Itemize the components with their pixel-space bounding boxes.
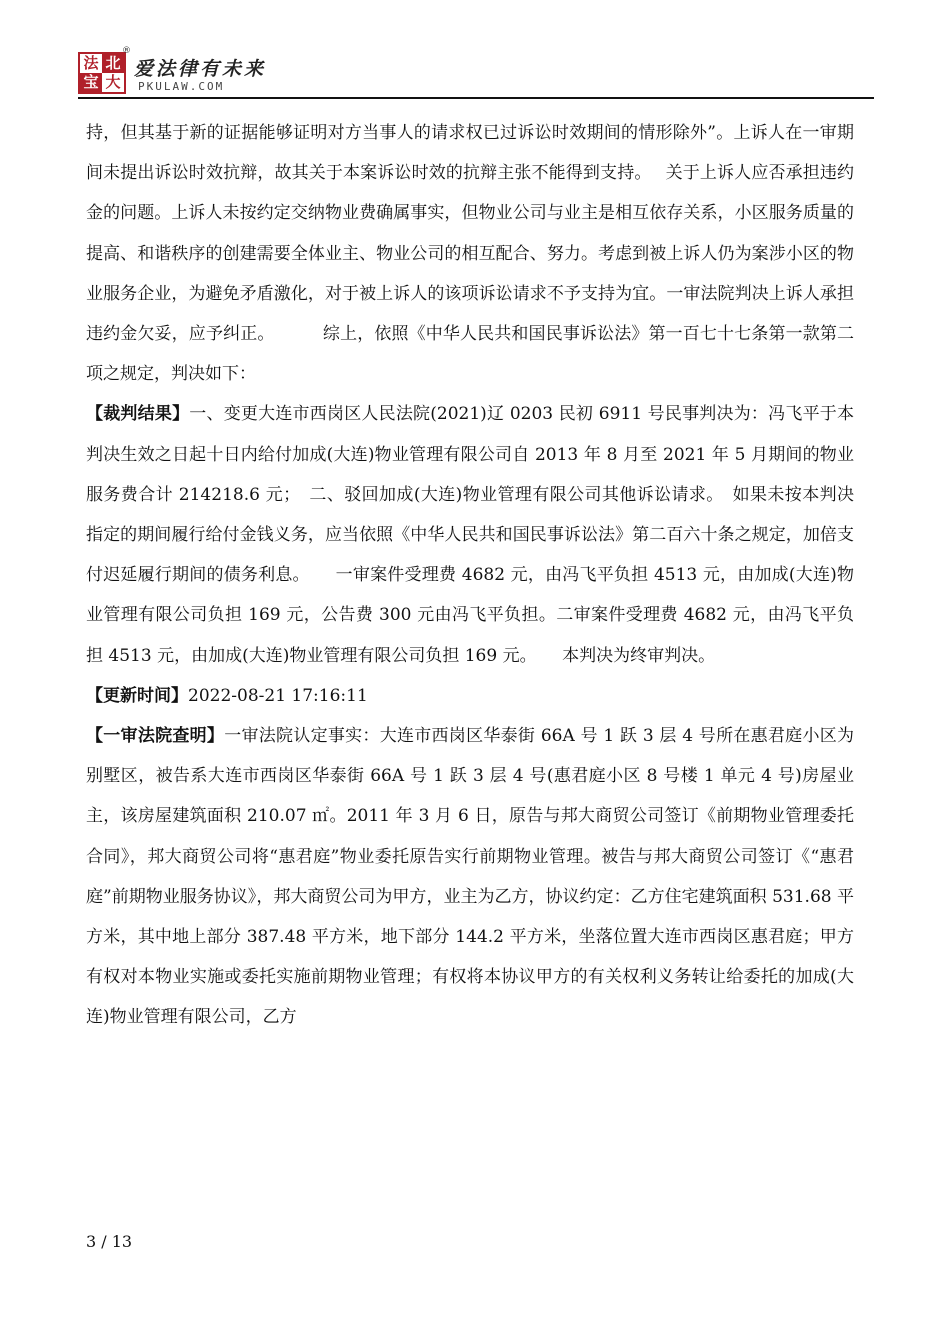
update-time: 2022-08-21 17:16:11 (188, 685, 368, 706)
logo-char: 大 (102, 73, 124, 92)
facts-label: 【一审法院查明】 (86, 726, 225, 747)
facts-text: 一审法院认定事实：大连市西岗区华泰街 66A 号 1 跃 3 层 4 号所在惠君庭小区为别墅区，被告系大连市西岗区华泰街 66A 号 1 跃 3 层 4 号(惠君庭小区 8 号楼 1 单元 4 号)房屋业主，该房屋建筑面积 210.07 ㎡。2011 年 3 月 6 日，原告与邦大商贸公司签订《前期物业管理委托合同》，邦大商贸公司将“惠君庭”物业委托原告实行前期物业管理。被告与邦大商贸公司签订《“惠君庭”前期物业服务协议》，邦大商贸公司为甲方，业主为乙方，协议约定：乙方住宅建筑面积 531.68 平方米，其中地上部分 387.48 平方米，地下部分 144.2 平方米，坐落位置大连市西岗区惠君庭；甲方有权对本物业实施或委托实施前期物业管理；有权将本协议甲方的有关权利义务转让给委托的加成(大连)物业管理有限公司，乙方 (86, 726, 855, 1028)
logo-char: 北 (102, 54, 124, 73)
registered-mark: ® (122, 46, 131, 56)
body-paragraph: 持，但其基于新的证据能够证明对方当事人的请求权已过诉讼时效期间的情形除外”。上诉人在一审期间未提出诉讼时效抗辩，故其关于本案诉讼时效的抗辩主张不能得到支持。 关于上诉人应否承担违约金的问题。上诉人未按约定交纳物业费确属事实，但物业公司与业主是相互依存关系，小区服务质量的提高、和谐秩序的创建需要全体业主、物业公司的相互配合、努力。考虑到被上诉人仍为案涉小区的物业服务企业，为避免矛盾激化，对于被上诉人的该项诉讼请求不予支持为宜。一审法院判决上诉人承担违约金欠妥，应予纠正。 综上，依照《中华人民共和国民事诉讼法》第一百七十七条第一款第二项之规定，判决如下： (86, 123, 854, 385)
page-number: 3 / 13 (86, 1232, 133, 1251)
logo-url: PKULAW.COM (138, 80, 225, 93)
judgment-paragraph (86, 394, 854, 675)
update-time-paragraph (86, 676, 854, 716)
logo-char: 宝 (80, 73, 102, 92)
update-label: 【更新时间】 (86, 685, 188, 706)
header-divider (78, 97, 874, 99)
facts-paragraph (86, 716, 854, 1038)
pkulaw-seal-logo (78, 52, 126, 94)
header-logo (78, 46, 878, 100)
judgment-label: 【裁判结果】 (86, 404, 190, 425)
logo-char: 法 (80, 54, 102, 73)
logo-slogan: 爱法律有未来 (134, 58, 267, 80)
judgment-text: 一、变更大连市西岗区人民法院(2021)辽 0203 民初 6911 号民事判决为：冯飞平于本判决生效之日起十日内给付加成(大连)物业管理有限公司自 2013 年 8 月至 2021 年 5 月期间的物业服务费合计 214218.6 元； 二、驳回加成(大连)物业管理有限公司其他诉讼请求。 如果未按本判决指定的期间履行给付金钱义务，应当依照《中华人民共和国民事诉讼法》第二百六十条之规定，加倍支付迟延履行期间的债务利息。 一审案件受理费 4682 元，由冯飞平负担 4513 元，由加成(大连)物业管理有限公司负担 169 元，公告费 300 元由冯飞平负担。二审案件受理费 4682 元，由冯飞平负担 4513 元，由加成(大连)物业管理有限公司负担 169 元。 本判决为终审判决。 (86, 404, 854, 666)
document-body (86, 113, 854, 1038)
